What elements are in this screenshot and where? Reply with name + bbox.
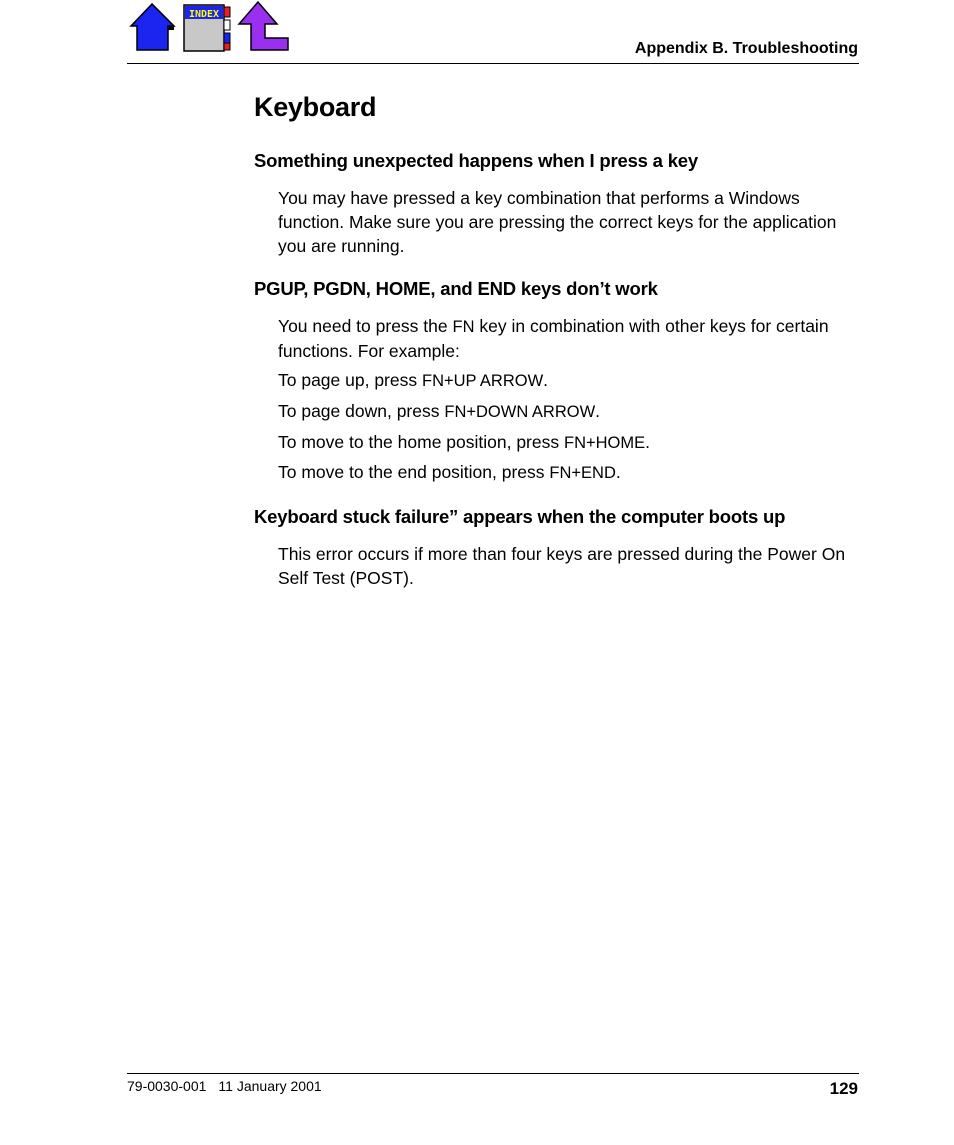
- step-end: .: [543, 370, 549, 390]
- header-divider: [127, 63, 859, 64]
- index-icon[interactable]: [182, 0, 232, 54]
- section-intro: [278, 314, 863, 363]
- section-heading: Something unexpected happens when I press a key: [254, 150, 698, 171]
- doc-number: 79-0030-001: [127, 1078, 207, 1094]
- intro-text: You need to press the: [278, 316, 453, 336]
- step-text: To move to the home position, press: [278, 432, 564, 452]
- intro-text: key in combination with other keys for certain functions. For example:: [278, 316, 829, 361]
- key-combination: FN+DOWN ARROW: [444, 403, 596, 421]
- step-text: To move to the end position, press: [278, 462, 550, 482]
- section-body: You may have pressed a key combination that performs a Windows function. Make sure you are pressing the correct keys for the application you are running.: [278, 188, 837, 256]
- page-title: Keyboard: [254, 92, 377, 122]
- section-heading: PGUP, PGDN, HOME, and END keys don’t work: [254, 278, 658, 299]
- footer-info: [127, 1078, 322, 1094]
- doc-date: 11 January 2001: [218, 1078, 322, 1094]
- list-item: [278, 462, 621, 483]
- list-item: [278, 370, 548, 391]
- up-icon[interactable]: [236, 0, 290, 54]
- home-icon[interactable]: [128, 0, 176, 54]
- list-item: [278, 432, 650, 453]
- page-number: 129: [829, 1079, 858, 1098]
- step-text: To page up, press: [278, 370, 422, 390]
- key-combination: FN+END: [549, 464, 616, 482]
- running-header: Appendix B. Troubleshooting: [634, 40, 858, 57]
- step-end: .: [615, 462, 621, 482]
- section-body: This error occurs if more than four keys are pressed during the Power On Self Test (POST).: [278, 544, 846, 588]
- step-text: To page down, press: [278, 401, 445, 421]
- key-combination: FN+UP ARROW: [421, 372, 544, 390]
- footer-divider: [127, 1073, 859, 1074]
- step-end: .: [645, 432, 650, 452]
- step-end: .: [595, 401, 601, 421]
- key-combination: FN+HOME: [563, 434, 646, 452]
- section-heading: Keyboard stuck failure” appears when the computer boots up: [254, 506, 786, 527]
- list-item: [278, 401, 600, 422]
- key-name: FN: [452, 318, 475, 336]
- index-icon-label: INDEX: [188, 9, 220, 20]
